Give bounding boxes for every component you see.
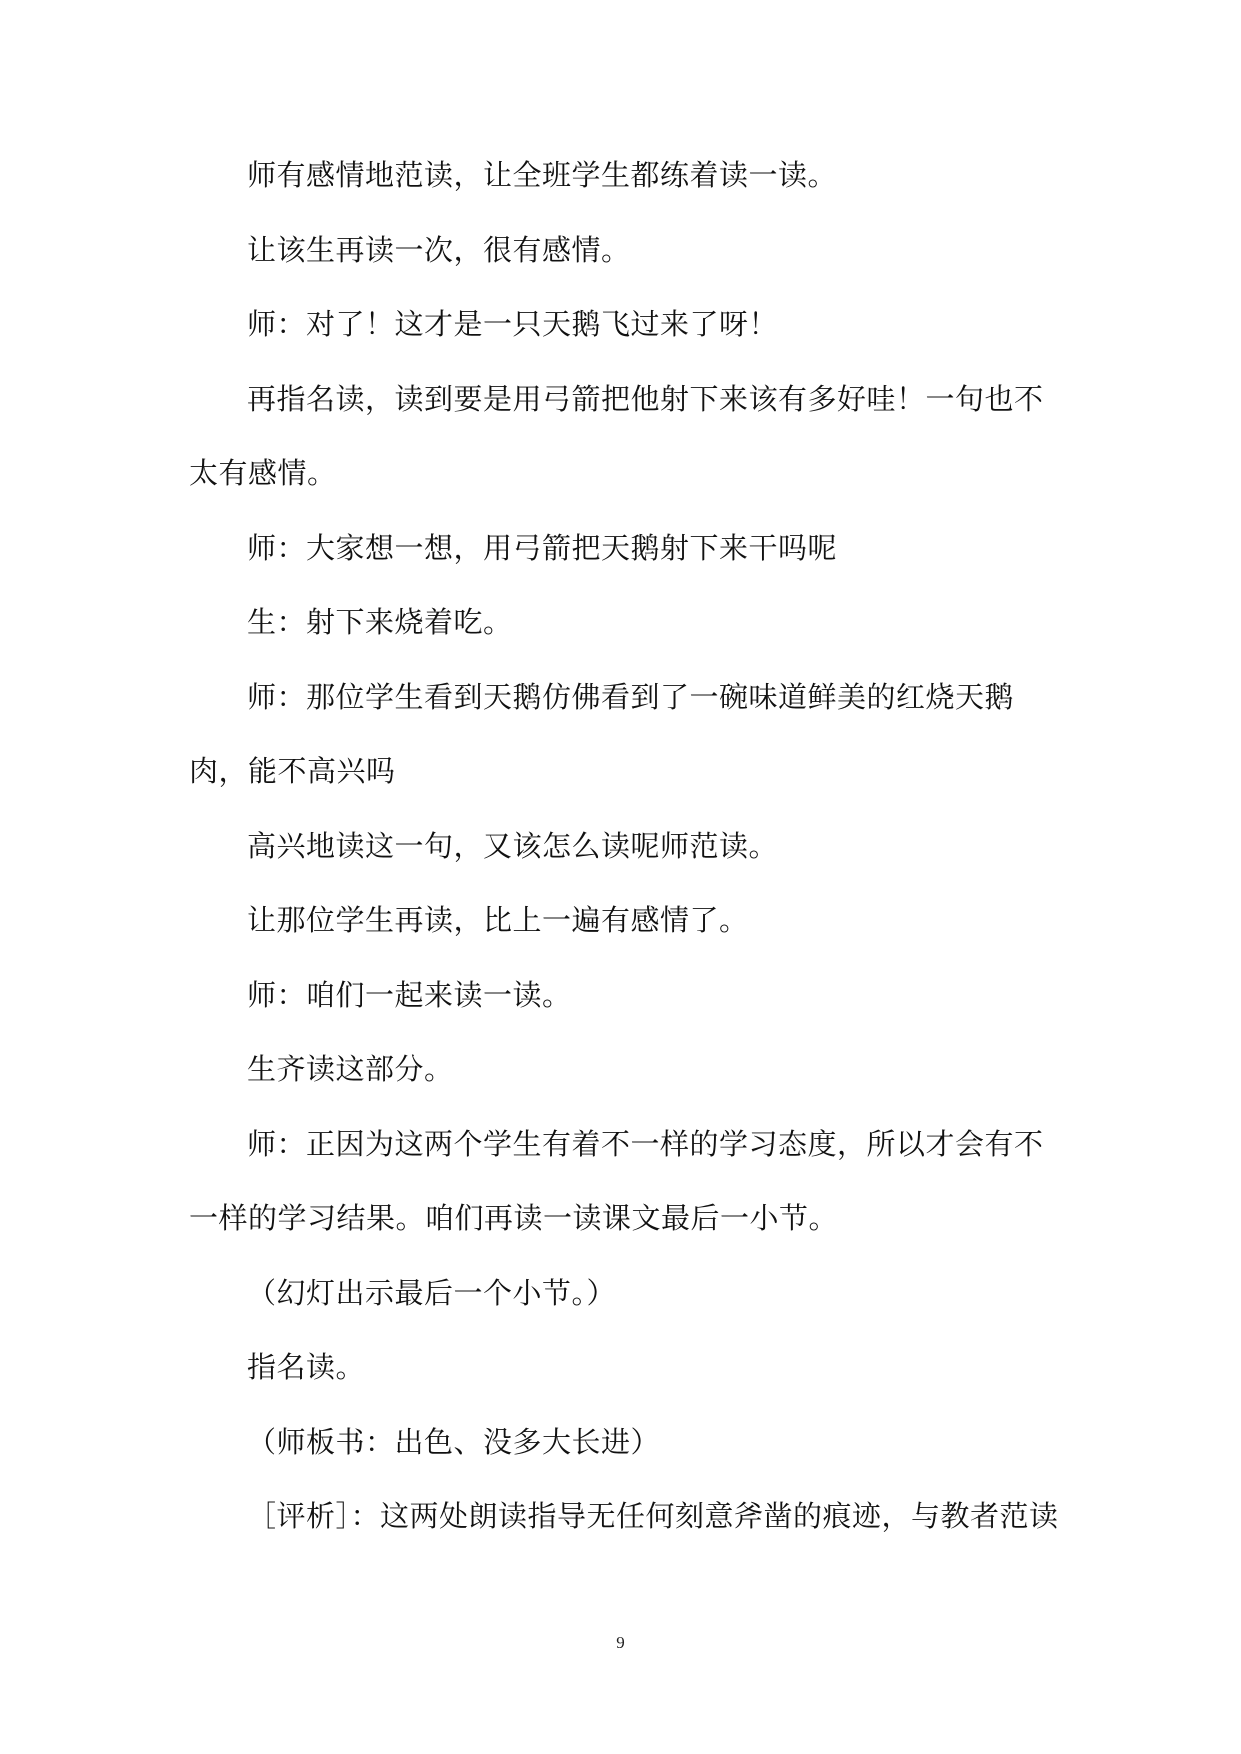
paragraph: （师板书：出色、没多大长进） [247, 1424, 661, 1459]
paragraph: 让该生再读一次，很有感情。 [247, 232, 631, 267]
paragraph: 再指名读，读到要是用弓箭把他射下来该有多好哇！一句也不太有感情。 [189, 381, 1044, 490]
paragraph: 生：射下来烧着吃。 [247, 605, 513, 639]
paragraph: 师有感情地范读，让全班学生都练着读一读。 [247, 158, 838, 192]
paragraph: 师：那位学生看到天鹅仿佛看到了一碗味道鲜美的红烧天鹅肉，能不高兴吗 [189, 679, 1015, 788]
paragraph: ［评析］：这两处朗读指导无任何刻意斧凿的痕迹，与教者范读 [247, 1499, 1059, 1533]
body-text [189, 138, 1069, 1554]
paragraph: 师：大家想一想，用弓箭把天鹅射下来干吗呢 [247, 530, 838, 565]
paragraph: 生齐读这部分。 [247, 1052, 454, 1086]
paragraph: （幻灯出示最后一个小节。） [247, 1275, 617, 1310]
paragraph: 师：对了！这才是一只天鹅飞过来了呀！ [247, 307, 779, 341]
paragraph: 师：咱们一起来读一读。 [247, 977, 572, 1012]
paragraph: 师：正因为这两个学生有着不一样的学习态度，所以才会有不一样的学习结果。咱们再读一读课文最后一小节。 [189, 1126, 1044, 1235]
paragraph: 让那位学生再读，比上一遍有感情了。 [247, 903, 749, 937]
paragraph: 高兴地读这一句，又该怎么读呢师范读。 [247, 828, 779, 863]
paragraph: 指名读。 [247, 1350, 366, 1384]
page-number: 9 [616, 1633, 625, 1652]
